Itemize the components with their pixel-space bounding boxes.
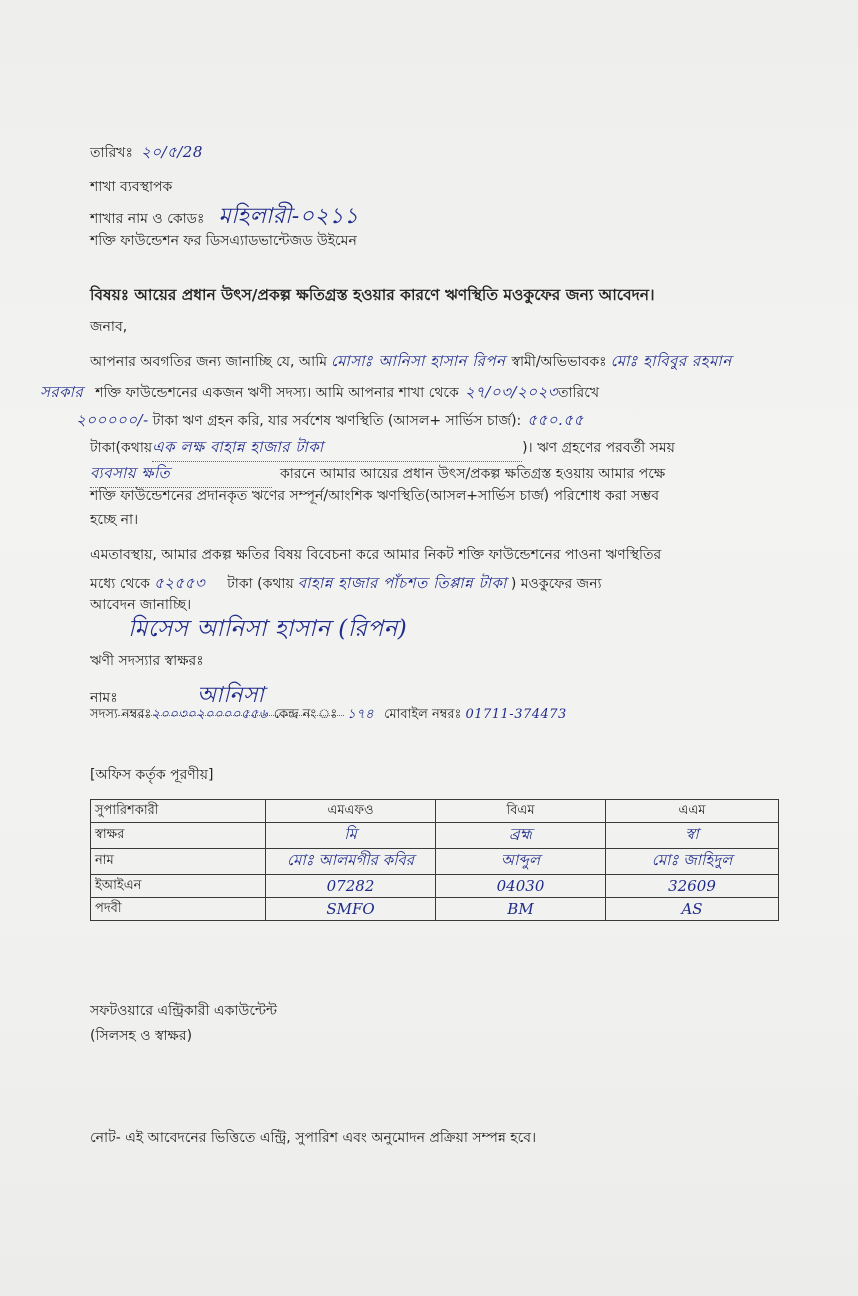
row-label: স্বাক্ষর — [91, 823, 266, 849]
para1-text-3: শক্তি ফাউন্ডেশনের একজন ঋণী সদস্য। আমি আপনার শাখা থেকে — [95, 385, 459, 401]
para1-line6: শক্তি ফাউন্ডেশনের প্রদানকৃত ঋণের সম্পূর্ন/আংশিক ঋণস্থিতি(আসল+সার্ভিস চার্জ) পরিশোধ করা সম্ভব — [90, 488, 660, 504]
office-table — [90, 799, 779, 921]
member-signature: মিসেস আনিসা হাসান (রিপন) — [128, 616, 408, 642]
member-name-value: মোসাঃ আনিসা হাসান রিপন — [331, 352, 506, 370]
name-cell: মোঃ জাহিদুল — [606, 849, 779, 875]
date-row — [90, 141, 203, 166]
sign-label: ঋণী সদস্যার স্বাক্ষরঃ — [90, 653, 204, 669]
ein-cell: 07282 — [266, 875, 436, 898]
designation-cell: AS — [606, 898, 779, 921]
table-header: এএম — [606, 800, 779, 823]
office-label: [অফিস কর্তৃক পূরণীয়] — [90, 767, 214, 783]
balance-words-value: এক লক্ষ বাহান্ন হাজার টাকা — [152, 436, 522, 462]
center-label: কেন্দ্র নং — [273, 707, 317, 722]
table-row — [91, 898, 779, 921]
para1-line1 — [90, 350, 732, 375]
para2-text-4: ) মওকুফের জন্য — [510, 576, 602, 592]
mobile-value: 01711-374473 — [465, 707, 567, 722]
subject-line: বিষয়ঃ আয়ের প্রধান উৎস/প্রকল্প ক্ষতিগ্রস্ত হওয়ার কারণে ঋণস্থিতি মওকুফের জন্য আবেদন। — [90, 286, 655, 304]
loan-amount-value: ২০০০০০/- — [76, 411, 149, 429]
para1-line5 — [90, 462, 665, 488]
table-row — [91, 875, 779, 898]
balance-value: ৫৫০.৫৫ — [527, 411, 584, 429]
mobile-label: মোবাইল নম্বরঃ — [384, 707, 462, 722]
salutation: জনাব, — [90, 319, 128, 335]
para1-text-8: কারনে আমার আয়ের প্রধান উৎস/প্রকল্প ক্ষতিগ্রস্ত হওয়ায় আমার পক্ষে — [280, 466, 666, 482]
name-label: নামঃ — [90, 690, 118, 706]
recipient-title: শাখা ব্যবস্থাপক — [90, 179, 173, 195]
row-label: নাম — [91, 849, 266, 875]
guardian-continued-value: সরকার — [40, 383, 84, 401]
branch-value: মহিলারী-০২১১ — [218, 204, 359, 229]
member-no-value: ২০০৩০২০০০০৫৫৬ — [151, 707, 268, 722]
signature-cell: স্বা — [606, 823, 779, 849]
para1-line4 — [90, 436, 675, 462]
table-header: বিএম — [436, 800, 606, 823]
branch-label: শাখার নাম ও কোডঃ — [90, 211, 205, 227]
row-label: ইআইএন — [91, 875, 266, 898]
para1-text-7: )। ঋণ গ্রহণের পরবর্তী সময় — [522, 440, 675, 456]
member-info-row: সদস্য নম্বরঃ ২০০৩০২০০০০৫৫৬ কেন্দ্র নং ঃ ১৭৪ মোবাইল নম্বরঃ 01711-374473 — [90, 705, 567, 726]
signature-cell: ব্রহ্ম — [436, 823, 606, 849]
designation-cell: SMFO — [266, 898, 436, 921]
para2-text-3: টাকা (কথায় — [227, 576, 294, 592]
name-cell: মোঃ আলমগীর কবির — [266, 849, 436, 875]
para1-text-5: টাকা ঋণ গ্রহন করি, যার সর্বশেষ ঋণস্থিতি (আসল+ সার্ভিস চার্জ): — [152, 413, 522, 429]
table-header: সুপারিশকারী — [91, 800, 266, 823]
table-header-row — [91, 800, 779, 823]
signature-cell: মি — [266, 823, 436, 849]
para1-line2 — [40, 381, 599, 406]
ein-cell: 04030 — [436, 875, 606, 898]
para1-line7: হচ্ছে না। — [90, 512, 139, 528]
member-no-label: সদস্য নম্বরঃ — [90, 707, 152, 722]
branch-row — [90, 199, 359, 236]
para2-text-2: মধ্যে থেকে — [90, 576, 150, 592]
organization-line: শক্তি ফাউন্ডেশন ফর ডিসএ্যাডভান্টেজড উইমেন — [90, 233, 357, 249]
table-header: এমএফও — [266, 800, 436, 823]
para1-text-2: স্বামী/অভিভাবকঃ — [511, 354, 607, 370]
para1-text-1: আপনার অবগতির জন্য জানাচ্ছি যে, আমি — [90, 354, 328, 370]
designation-cell: BM — [436, 898, 606, 921]
ein-cell: 32609 — [606, 875, 779, 898]
loan-date-value: ২৭/০৩/২০২৩ — [464, 383, 558, 401]
para1-text-6: টাকা(কথায় — [90, 440, 153, 456]
waiver-amount-value: ৫২৫৫৩ — [153, 574, 206, 592]
waiver-amount-words: বাহান্ন হাজার পাঁচশত তিপ্পান্ন টাকা — [297, 574, 507, 592]
name-cell: আব্দুল — [436, 849, 606, 875]
seal-sign-label: (সিলসহ ও স্বাক্ষর) — [90, 1028, 193, 1044]
table-row — [91, 823, 779, 849]
cause-value: ব্যবসায় ক্ষতি — [90, 462, 272, 488]
center-value: ১৭৪ — [347, 707, 375, 722]
para2-line1: এমতাবস্থায়, আমার প্রকল্প ক্ষতির বিষয় বিবেচনা করে আমার নিকট শক্তি ফাউন্ডেশনের পাওনা ঋণস্থিতির — [90, 547, 662, 563]
row-label: পদবী — [91, 898, 266, 921]
name-value: আনিসা — [118, 678, 344, 716]
para2-line2 — [90, 572, 602, 597]
table-row — [91, 849, 779, 875]
para2-line3: আবেদন জানাচ্ছি। — [90, 597, 192, 613]
guardian-value: মোঃ হাবিবুর রহমান — [610, 352, 732, 370]
date-label: তারিখঃ — [90, 145, 133, 161]
footer-note: নোট- এই আবেদনের ভিত্তিতে এন্ট্রি, সুপারিশ এবং অনুমোদন প্রক্রিয়া সম্পন্ন হবে। — [90, 1130, 537, 1146]
para1-text-4: তারিখে — [557, 385, 600, 401]
date-value: ২০/৫/28 — [140, 143, 203, 161]
para1-line3 — [76, 409, 584, 434]
software-accountant-label: সফটওয়ারে এন্ট্রিকারী একাউন্টেন্ট — [90, 1003, 277, 1019]
